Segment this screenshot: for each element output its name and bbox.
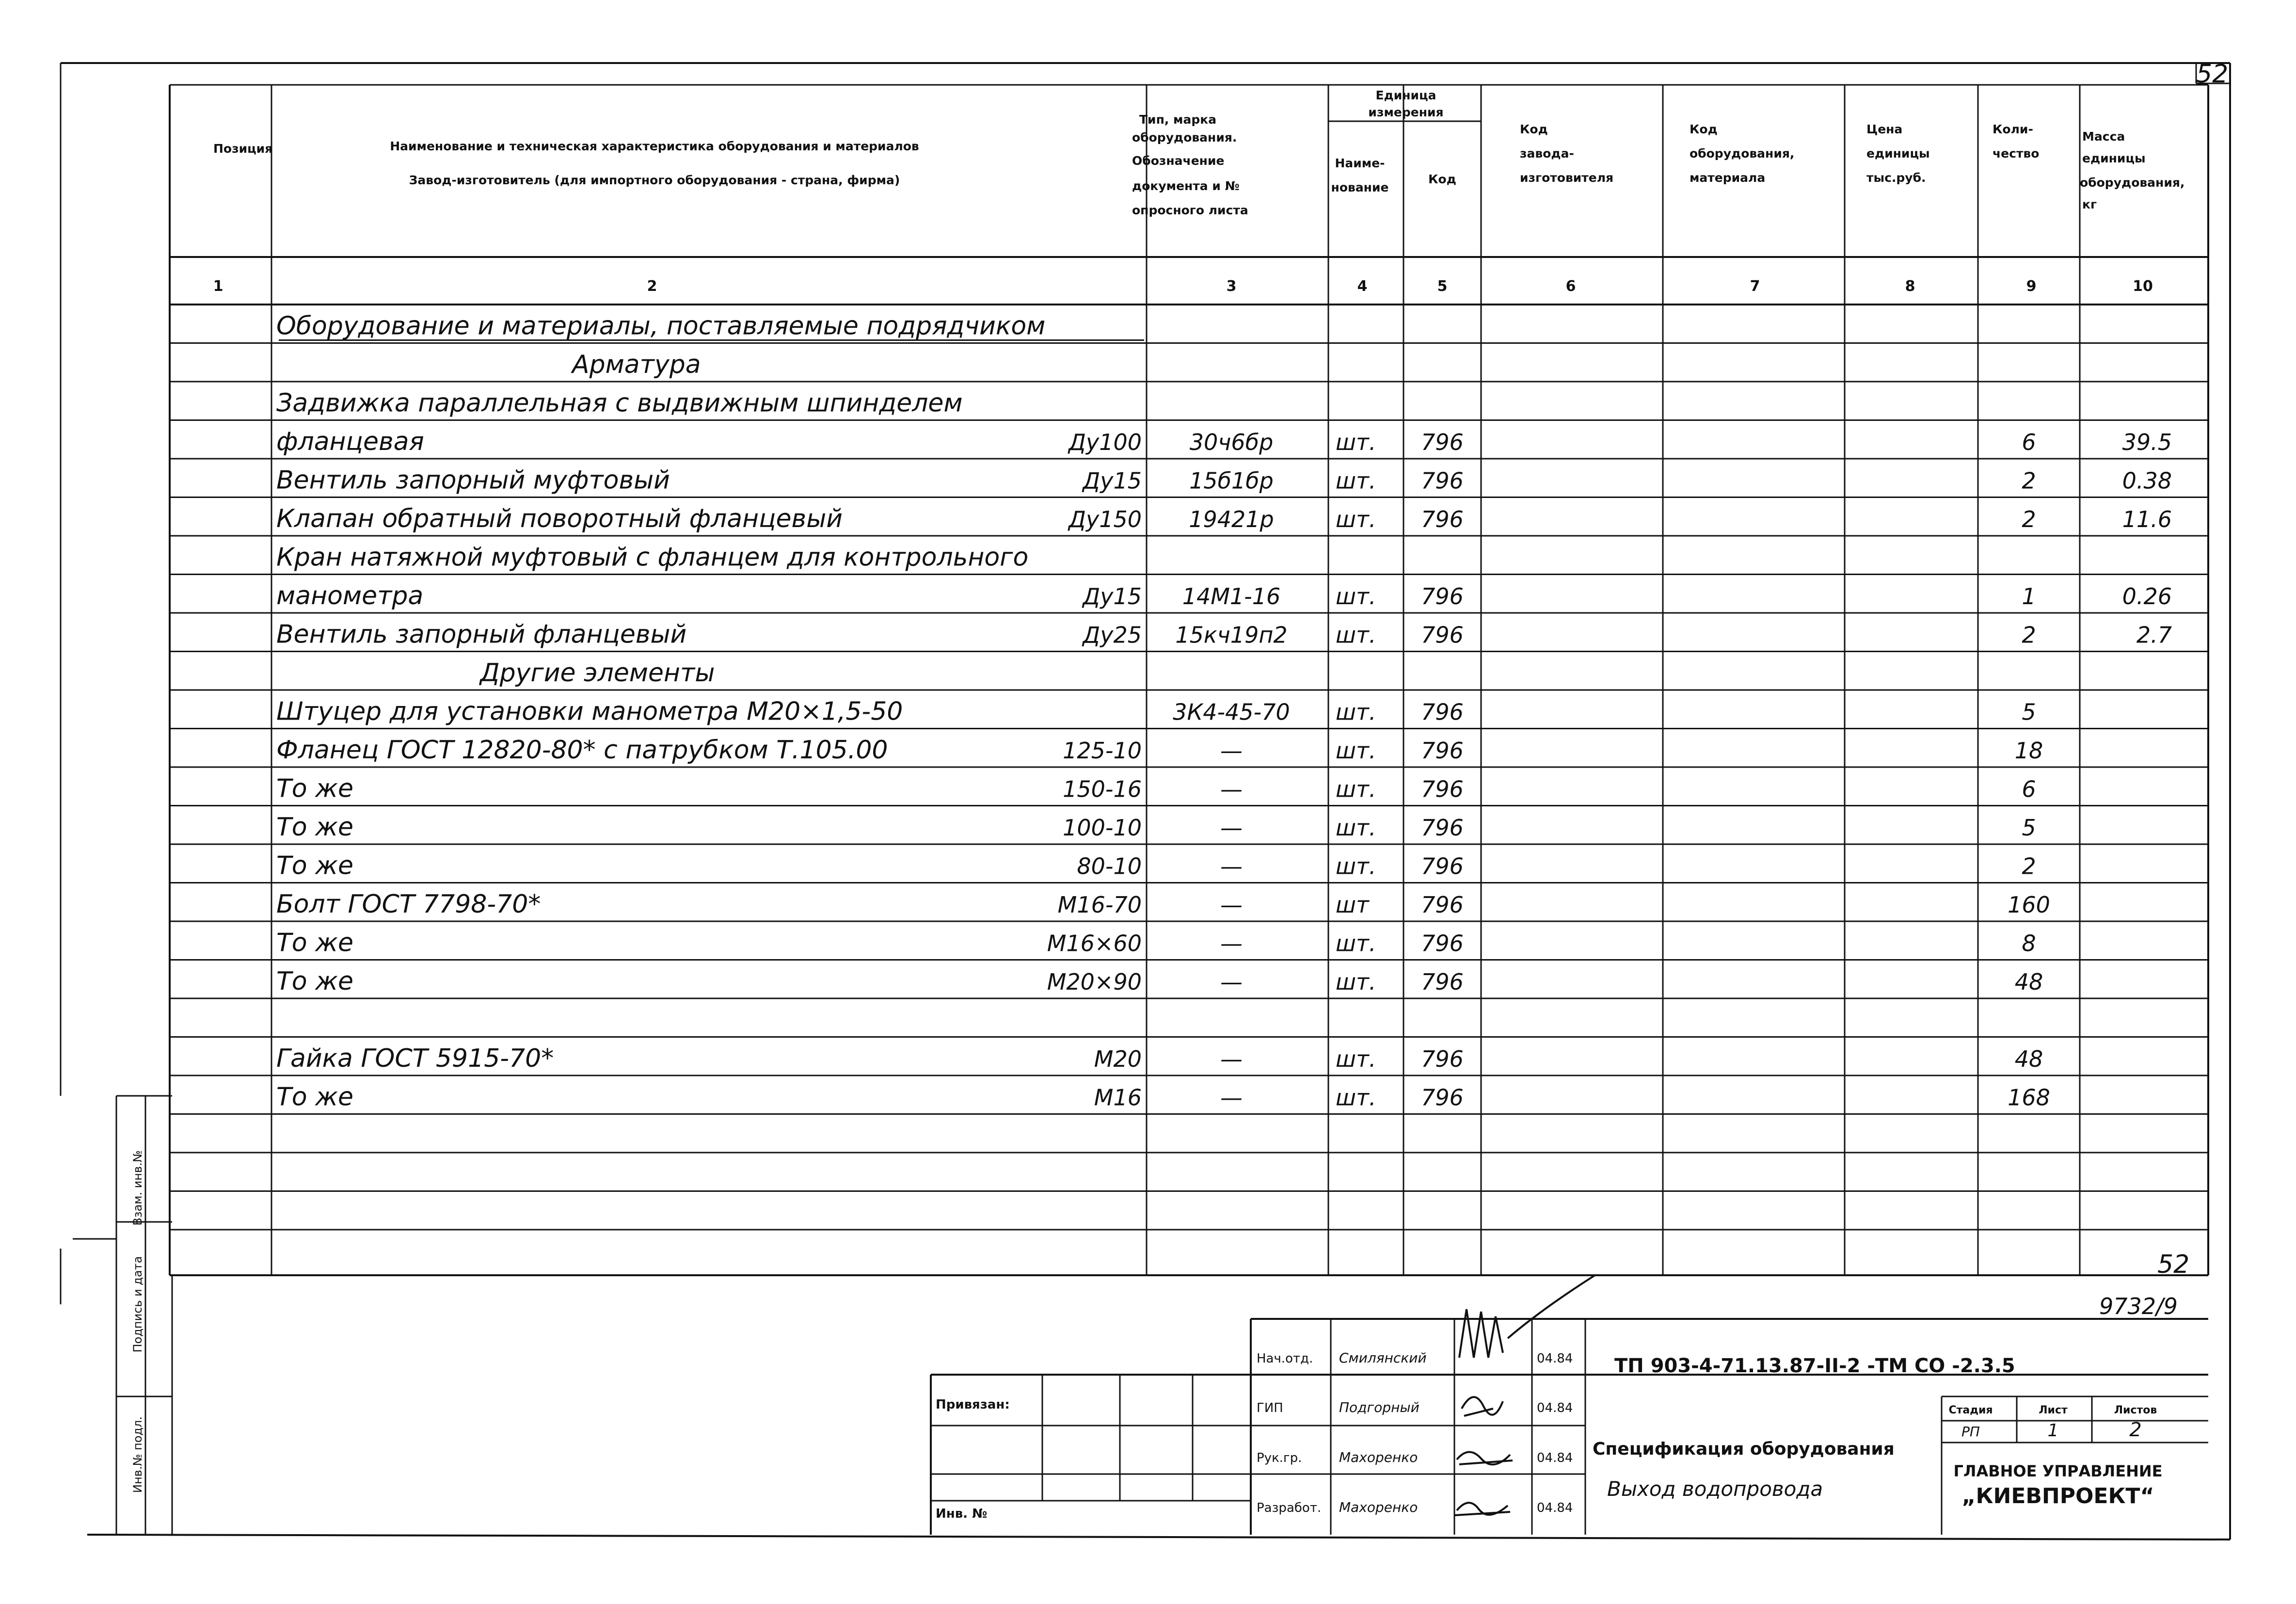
colnum-9: 9	[2026, 278, 2037, 295]
row-name: Оборудование и материалы, поставляемые подрядчиком	[276, 311, 1046, 341]
row-quantity: 2	[2022, 506, 2036, 532]
row-name: То же	[276, 851, 353, 881]
row-dimension: Ду15	[1083, 583, 1142, 610]
row-name: фланцевая	[276, 427, 424, 456]
row-mass: 39.5	[2122, 429, 2172, 455]
row-quantity: 168	[2008, 1084, 2050, 1111]
row-unit: шт.	[1336, 506, 1376, 532]
corner-sheet-number: 52	[2196, 60, 2229, 89]
privyazan-label: Привязан:	[936, 1397, 1010, 1412]
role-4: Разработ.	[1257, 1501, 1322, 1515]
row-dimension: 100-10	[1063, 815, 1142, 841]
row-name: То же	[276, 774, 353, 803]
header-name-line2: Завод-изготовитель (для импортного оборудования - страна, фирма)	[409, 173, 900, 187]
row-quantity: 2	[2022, 853, 2036, 880]
colnum-2: 2	[647, 278, 657, 295]
org-line2: „КИЕВПРОЕКТ“	[1961, 1484, 2154, 1508]
row-type-mark: 15б1бр	[1189, 467, 1274, 494]
header-price-l1: Цена	[1866, 122, 1903, 136]
row-unit: шт	[1336, 892, 1369, 918]
row-type-mark: —	[1220, 776, 1243, 802]
role-2: ГИП	[1257, 1401, 1283, 1415]
colnum-7: 7	[1750, 278, 1760, 295]
header-unit-name-l2: нование	[1331, 180, 1389, 194]
row-type-mark: 14М1-16	[1182, 583, 1281, 610]
grid-line	[87, 1535, 2230, 1540]
header-type-l2: оборудования.	[1132, 130, 1237, 144]
date-1: 04.84	[1537, 1351, 1573, 1366]
side-inv-podl: Инв.№ подл.	[131, 1416, 144, 1493]
row-unit-code: 796	[1421, 699, 1464, 725]
header-price-l3: тыс.руб.	[1866, 171, 1926, 185]
name-1: Смилянский	[1339, 1350, 1427, 1366]
header-plant-code-l2: завода-	[1520, 146, 1574, 160]
date-2: 04.84	[1537, 1401, 1573, 1415]
row-unit-code: 796	[1421, 892, 1464, 918]
colnum-6: 6	[1565, 278, 1576, 295]
row-type-mark: 3К4-45-70	[1173, 699, 1290, 725]
row-unit: шт.	[1336, 969, 1376, 995]
row-type-mark: —	[1220, 1084, 1243, 1111]
header-material-code-l3: материала	[1690, 171, 1766, 185]
row-unit: шт.	[1336, 1046, 1376, 1072]
row-quantity: 6	[2022, 776, 2036, 802]
name-4: Махоренко	[1339, 1499, 1418, 1515]
row-type-mark: —	[1220, 815, 1243, 841]
header-type-l1: Тип, марка	[1139, 112, 1217, 127]
row-name: Клапан обратный поворотный фланцевый	[276, 504, 843, 533]
stage-label: Стадия	[1948, 1404, 1993, 1416]
header-name-line1: Наименование и техническая характеристика оборудования и материалов	[390, 139, 919, 153]
row-quantity: 5	[2022, 699, 2036, 725]
row-type-mark: —	[1220, 853, 1243, 880]
header-material-code-l1: Код	[1690, 122, 1718, 136]
date-3: 04.84	[1537, 1451, 1573, 1465]
row-name: Фланец ГОСТ 12820-80* с патрубком Т.105.00	[276, 736, 888, 765]
document-code: ТП 903-4-71.13.87-II-2 -ТМ СО -2.3.5	[1614, 1355, 2015, 1377]
row-unit: шт.	[1336, 776, 1376, 802]
row-unit-code: 796	[1421, 429, 1464, 455]
header-mass-l1: Масса	[2082, 129, 2125, 144]
row-name: Задвижка параллельная с выдвижным шпинделем	[276, 388, 963, 418]
sheet-value: 1	[2047, 1421, 2059, 1441]
colnum-4: 4	[1357, 278, 1368, 295]
row-unit: шт.	[1336, 429, 1376, 455]
role-3: Рук.гр.	[1257, 1451, 1302, 1465]
row-dimension: 80-10	[1077, 853, 1142, 880]
row-mass: 2.7	[2136, 622, 2172, 648]
row-quantity: 8	[2022, 930, 2036, 957]
header-qty-l2: чество	[1993, 146, 2040, 160]
header-mass-l3: оборудования,	[2080, 176, 2185, 190]
row-mass: 0.38	[2122, 467, 2172, 494]
row-quantity: 5	[2022, 815, 2036, 841]
row-dimension: М16	[1094, 1084, 1142, 1111]
row-type-mark: —	[1220, 738, 1243, 764]
signature-2	[1462, 1397, 1503, 1416]
row-type-mark: 15кч19п2	[1175, 622, 1288, 648]
row-name: Кран натяжной муфтовый с фланцем для контрольного	[276, 543, 1029, 572]
colnum-10: 10	[2133, 278, 2153, 295]
org-line1: ГЛАВНОЕ УПРАВЛЕНИЕ	[1953, 1462, 2163, 1480]
row-name: То же	[276, 1082, 353, 1112]
row-unit-code: 796	[1421, 506, 1464, 532]
header-qty-l1: Коли-	[1993, 122, 2033, 136]
column-number-row	[213, 278, 2153, 295]
row-unit-code: 796	[1421, 853, 1464, 880]
sheet-label: Лист	[2039, 1404, 2068, 1416]
row-dimension: М20×90	[1047, 969, 1142, 995]
side-podpis: Подпись и дата	[131, 1256, 144, 1353]
row-quantity: 1	[2022, 583, 2036, 610]
specification-rows	[276, 312, 2172, 1112]
row-unit: шт.	[1336, 1084, 1376, 1111]
row-mass: 0.26	[2122, 583, 2172, 610]
row-type-mark: —	[1220, 930, 1243, 957]
row-unit-code: 796	[1421, 1084, 1464, 1111]
row-name: манометра	[276, 581, 424, 610]
row-unit: шт.	[1336, 622, 1376, 648]
row-dimension: Ду150	[1068, 506, 1142, 532]
row-type-mark: —	[1220, 969, 1243, 995]
signature-3	[1457, 1452, 1513, 1464]
row-name: То же	[276, 928, 353, 958]
row-dimension: М20	[1094, 1046, 1142, 1072]
table-header	[213, 88, 2184, 217]
row-unit: шт.	[1336, 738, 1376, 764]
row-name: Штуцер для установки манометра М20×1,5-50	[276, 697, 903, 726]
row-quantity: 18	[2014, 738, 2043, 764]
row-name: Вентиль запорный муфтовый	[276, 465, 670, 495]
header-mass-l4: кг	[2082, 197, 2097, 211]
row-unit-code: 796	[1421, 969, 1464, 995]
row-unit-code: 796	[1421, 583, 1464, 610]
name-3: Махоренко	[1339, 1449, 1418, 1465]
doc-title-line1: Спецификация оборудования	[1593, 1439, 1895, 1459]
row-dimension: 150-16	[1063, 776, 1142, 802]
row-unit-code: 796	[1421, 738, 1464, 764]
row-unit-code: 796	[1421, 622, 1464, 648]
header-unit-name-l1: Наиме-	[1335, 156, 1385, 170]
row-quantity: 2	[2022, 622, 2036, 648]
header-plant-code-l1: Код	[1520, 122, 1548, 136]
page-number-handwritten: 52	[2157, 1250, 2190, 1279]
header-type-l3: Обозначение	[1132, 154, 1225, 168]
row-type-mark: 19421р	[1189, 506, 1274, 532]
header-type-l5: опросного листа	[1132, 203, 1248, 217]
row-dimension: М16-70	[1057, 892, 1142, 918]
header-plant-code-l3: изготовителя	[1520, 171, 1614, 185]
sheets-value: 2	[2129, 1419, 2142, 1441]
doc-title-line2: Выход водопровода	[1607, 1477, 1823, 1501]
colnum-5: 5	[1437, 278, 1448, 295]
row-quantity: 6	[2022, 429, 2036, 455]
archive-number: 9732/9	[2099, 1293, 2178, 1319]
row-dimension: Ду25	[1083, 622, 1142, 648]
row-name: То же	[276, 813, 353, 842]
row-unit: шт.	[1336, 815, 1376, 841]
row-unit: шт.	[1336, 930, 1376, 957]
row-dimension: Ду100	[1068, 429, 1142, 455]
signature-1	[1459, 1275, 1595, 1358]
row-dimension: 125-10	[1063, 738, 1142, 764]
header-position: Позиция	[213, 142, 273, 156]
row-unit-code: 796	[1421, 815, 1464, 841]
row-dimension: Ду15	[1083, 467, 1142, 494]
signatures	[1454, 1275, 1595, 1515]
row-type-mark: 30ч6бр	[1189, 429, 1274, 455]
row-unit: шт.	[1336, 853, 1376, 880]
row-quantity: 48	[2014, 969, 2043, 995]
row-quantity: 160	[2008, 892, 2050, 918]
row-name: Болт ГОСТ 7798-70*	[276, 890, 541, 919]
row-mass: 11.6	[2122, 506, 2172, 532]
row-name: Вентиль запорный фланцевый	[276, 620, 687, 649]
row-type-mark: —	[1220, 1046, 1243, 1072]
row-quantity: 2	[2022, 467, 2036, 494]
row-unit: шт.	[1336, 467, 1376, 494]
date-4: 04.84	[1537, 1501, 1573, 1515]
row-type-mark: —	[1220, 892, 1243, 918]
inv-label: Инв. №	[936, 1507, 988, 1521]
row-dimension: М16×60	[1047, 930, 1142, 957]
signature-4	[1454, 1503, 1510, 1515]
row-name: Арматура	[572, 350, 701, 379]
row-unit-code: 796	[1421, 930, 1464, 957]
row-name: То же	[276, 967, 353, 996]
header-type-l4: документа и №	[1132, 179, 1240, 193]
header-material-code-l2: оборудования,	[1690, 146, 1795, 160]
role-1: Нач.отд.	[1257, 1351, 1313, 1366]
colnum-8: 8	[1905, 278, 1915, 295]
colnum-3: 3	[1226, 278, 1237, 295]
header-unit-l2: измерения	[1368, 105, 1444, 119]
sheets-label: Листов	[2114, 1404, 2157, 1416]
side-vzam: Взам. инв.№	[131, 1150, 144, 1226]
row-unit: шт.	[1336, 583, 1376, 610]
header-unit-code: Код	[1428, 172, 1456, 186]
row-unit-code: 796	[1421, 1046, 1464, 1072]
row-unit-code: 796	[1421, 776, 1464, 802]
row-unit-code: 796	[1421, 467, 1464, 494]
row-name: Гайка ГОСТ 5915-70*	[276, 1044, 554, 1073]
header-mass-l2: единицы	[2082, 151, 2146, 165]
row-quantity: 48	[2014, 1046, 2043, 1072]
name-2: Подгорный	[1339, 1399, 1419, 1415]
header-unit-l1: Единица	[1375, 88, 1436, 102]
row-name: Другие элементы	[480, 658, 715, 688]
row-unit: шт.	[1336, 699, 1376, 725]
colnum-1: 1	[213, 278, 223, 295]
side-stamp	[131, 1150, 144, 1493]
header-price-l2: единицы	[1866, 146, 1930, 160]
stage-value: РП	[1961, 1424, 1980, 1440]
